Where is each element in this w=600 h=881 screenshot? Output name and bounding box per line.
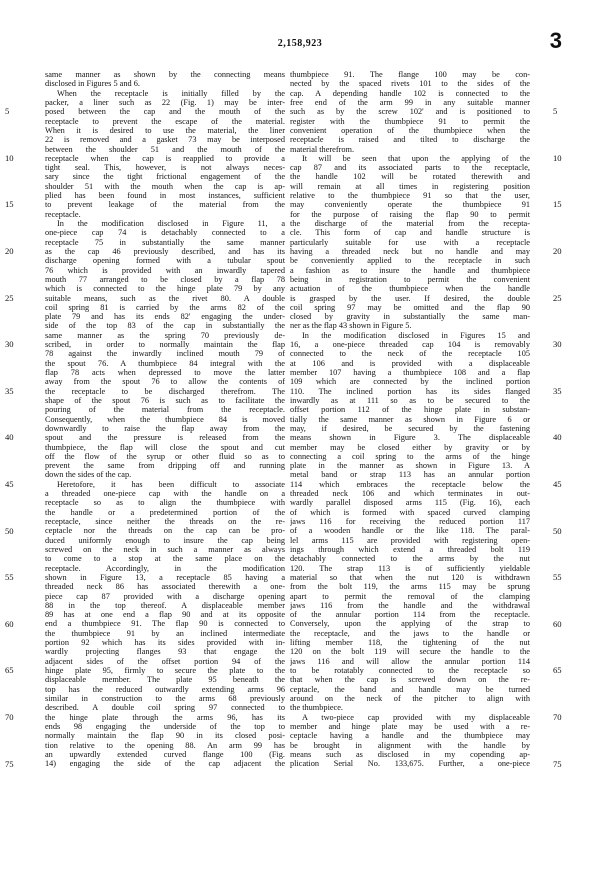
text-line: receptacle. Accordingly, in the modification [45,563,285,573]
text-line: Conversely, upon the applying of the strap to [290,619,530,629]
text-line: member 107 having a thumbpiece 108 and a flap [290,368,530,377]
left-line-number: 65 [5,665,14,676]
text-line: normally maintain the flap 90 in its closed posi- [45,731,285,741]
text-line: from the bolt 119, the arms 115 may be sprung [290,582,530,592]
right-line-number: 25 [553,292,562,303]
text-line: tight seal. This, however, is not always neces- [45,163,285,173]
text-line: of the annular portion 114 from the receptacle. [290,610,530,620]
text-line: tially the same manner as shown in Figure 6 or [290,414,530,424]
right-line-number: 70 [553,712,562,723]
text-line: away from the spout 76 to allow the contents of [45,377,285,387]
right-line-number: 30 [553,339,562,350]
text-line: the handle or a predetermined portion of the [45,507,285,517]
left-line-number: 45 [5,479,14,490]
text-line: nected by the spaced rivets 101 to the sides of the [290,79,530,89]
text-line: described. A double coil spring 97 connected to [45,703,285,713]
text-line: register with the thumbpiece 91 to permit the [290,116,530,126]
text-line: means such as disclosed in my copending ap- [290,749,530,759]
text-line: shape of the spout 76 is such as to facilitate the [45,395,285,405]
text-line: adjacent sides of the offset portion 94 of the [45,656,285,666]
text-line: top has the reduced outwardly extending arms 96 [45,684,285,694]
text-line: plate in the manner as shown in Figure 13. A [290,461,530,471]
text-line: be conveniently applied to the receptacle in such [290,256,530,266]
text-line: shown in Figure 13, a receptacle 85 having a [45,572,285,582]
text-line: disclosed in Figures 5 and 6. [45,79,140,89]
text-line: 16, a one-piece threaded cap 104 is removably [290,340,530,350]
right-text-column [290,70,530,768]
text-line: plate 79 and has its ends 82' engaging the under- [45,312,285,322]
left-line-number: 55 [5,572,14,583]
text-line: connecting a coil spring to the arms of the hinge [290,451,530,461]
text-line: jaws 116 from the handle and the withdrawal [290,600,530,610]
text-line: between the shoulder 51 and the mouth of the [45,144,285,154]
text-line: When it is desired to use the material, the liner [45,125,285,135]
text-line: same manner as shown by the connecting means [45,70,285,79]
text-line: ceptacle having a handle and the thumbpiece may [290,731,530,741]
text-line: actuation of the thumbpiece when the handle [290,284,530,294]
text-line: the discharge of the material from the recepta- [290,219,530,228]
text-line: the receptacle, and the jaws to the handle or [290,628,530,638]
text-line: of which is formed with spaced curved clamping [290,507,530,517]
text-line: the receptacle to be discharged therefrom. The [45,386,285,396]
text-line: prevent the same from dripping off and running [45,461,285,471]
text-line: jaws 116 for receiving the reduced portion 117 [290,517,530,526]
text-line: discharge opening formed with a tubular spout [45,256,285,266]
text-line: 89 has at one end a flap 90 and at its opposite [45,610,285,620]
left-line-number: 5 [5,106,10,117]
text-line: duced uniformly enough to insure the cap being [45,535,285,545]
text-line: receptacle, since neither the threads on the re- [45,517,285,526]
text-line: side of the top 83 of the cap in substantially the [45,321,285,331]
text-line: threaded neck 106 and which terminates in out- [290,489,530,499]
text-line: having a threaded neck but no handle and may [290,246,530,256]
left-line-number: 20 [5,246,14,257]
text-line: down the sides of the cap. [45,470,132,480]
text-line: the spout 76. A thumbpiece 84 integral with the [45,358,285,368]
right-line-number: 45 [553,479,562,490]
text-line: thumbpiece 91. The flange 100 may be con- [290,70,530,79]
text-line: 76 which is provided with an inwardly tapered [45,265,285,275]
text-line: member may be closed either by gravity or by [290,442,530,452]
text-line: packer, a liner such as 22 (Fig. 1) may be inter- [45,97,285,107]
text-line: of a wooden handle or the like 118. The paral- [290,526,530,536]
text-line: wardly projecting flanges 93 that engage the [45,647,285,657]
text-line: the hinge plate through the arms 96, has its [45,712,285,722]
text-line: In the modification disclosed in Figure 11, a [57,219,285,228]
text-line: tion relative to the opening 88. An arm 99 has [45,740,285,750]
text-line: receptacle is raised and tilted to discharge the [290,135,530,145]
text-line: same manner as the spring 70 previously de- [45,330,285,340]
right-line-number: 5 [553,106,558,117]
text-line: It will be seen that upon the applying of the [302,153,530,163]
patent-number: 2,158,923 [277,38,323,49]
page-header [0,0,600,60]
text-line: 88 in the top thereof. A displaceable member [45,600,285,610]
text-line: When the receptacle is initially filled by the [57,88,285,98]
text-line: inwardly as at 111 so as to be secured to the [290,395,530,405]
text-line: closed by gravity in substantially the same man- [290,312,530,322]
text-line: free end of the arm 99 in any suitable manner [290,97,530,107]
text-line: metal band or strap 113 has an annular portion [290,470,530,480]
text-line: spout and the pressure is released from the [45,433,285,443]
text-line: wardly parallel disposed arms 115 (Fig. 16), each [290,498,530,508]
left-line-number: 15 [5,199,14,210]
text-line: threaded neck 86 has associated therewith a one- [45,582,285,592]
right-line-number: 20 [553,246,562,257]
text-line: be brought in alignment with the handle by [290,740,530,750]
text-line: ner as the flap 43 shown in Figure 5. [290,321,412,331]
text-line: mouth 77 arranged to be closed by a flap 78 [45,274,285,284]
text-line: flap 78 acts when depressed to move the latter [45,368,285,377]
right-line-number: 35 [553,385,562,396]
left-line-number: 30 [5,339,14,350]
text-line: 78 against the inwardly inclined mouth 79 of [45,349,285,359]
text-line: receptacle 75 in substantially the same manner [45,237,285,247]
text-line: similar in construction to the arms 68 previously [45,693,285,703]
text-line: plication Serial No. 133,675. Further, a one-piece [290,759,530,769]
text-line: is grasped by the user. If desired, the double [290,293,530,303]
text-line: that when the cap is screwed down on the re- [290,675,530,685]
left-line-number: 50 [5,525,14,536]
left-line-number: 40 [5,432,14,443]
right-line-number: 75 [553,758,562,769]
left-line-number: 25 [5,292,14,303]
text-line: member and hinge plate may be used with a re- [290,721,530,731]
text-line: 14) engaging the side of the cap adjacent the [45,759,285,769]
text-line: receptacle to prevent the escape of the material. [45,116,285,126]
text-line: ends 98 engaging the underside of the top to [45,721,285,731]
text-line: material therefrom. [290,144,355,154]
text-line: cap 87 and its associated parts to the receptacle, [290,163,530,173]
left-line-number: 70 [5,712,14,723]
right-line-number: 55 [553,572,562,583]
left-text-column [45,70,285,768]
text-line: ceptacle, the band and handle may be turned [290,684,530,694]
text-line: screwed on the neck in such a manner as always [45,544,285,554]
right-line-number: 65 [553,665,562,676]
right-line-number: 60 [553,618,562,629]
text-line: lifting member 118, the tightening of the nut [290,638,530,648]
text-line: convenient operation of the thumbpiece when the [290,125,530,135]
text-line: suitable means, such as the rivet 80. A double [45,293,285,303]
text-line: jaws 116 and will allow the annular portion 114 [290,656,530,666]
text-line: an upwardly extended curved flange 100 (Fig. [45,749,285,759]
text-line: 22 is removed and a gasket 73 may be interposed [45,135,285,145]
text-line: 110. The inclined portion has its sides flanged [290,386,530,396]
right-line-number: 50 [553,525,562,536]
text-line: off the flow of the syrup or other fluid so as to [45,451,285,461]
page-number: 3 [549,28,562,53]
text-line: In the modification disclosed in Figures 15 and [302,330,530,340]
text-line: coil spring 81 is carried by the arms 82 of the [45,302,285,312]
text-line: which is connected to the hinge plate 79 by any [45,284,285,294]
text-line: for the purpose of raising the flap 90 to permit [290,209,530,219]
text-line: receptacle when the cap is reapplied to provide a [45,153,285,163]
text-line: piece cap 87 provided with a discharge opening [45,591,285,601]
text-line: particularly suitable for use with a receptacle [290,237,530,247]
text-line: as the cap 46 previously described, and has its [45,246,285,256]
text-line: ings through which extend a threaded bolt 119 [290,544,530,554]
right-line-number: 10 [553,152,562,163]
text-line: a fashion as to insure the handle and thumbpiece [290,265,530,275]
right-line-number: 15 [553,199,562,210]
text-line: material so that when the nut 120 is withdrawn [290,572,530,582]
text-line: relative to the thumbpiece 91 so that the user, [290,191,530,201]
text-line: receptacle so as to align the thumbpiece with [45,498,285,508]
text-line: scribed, in order to normally maintain the flap [45,340,285,350]
text-line: means shown in Figure 3. The displaceable [290,433,530,443]
text-line: shoulder 51 with the mouth when the cap is ap- [45,181,285,191]
text-line: connected to the neck of the receptacle 105 [290,349,530,359]
text-line: the thumbpiece. [290,703,343,713]
text-line: around on the neck of the pitcher to align with [290,693,530,703]
text-line: cle. This form of cap and handle structure is [290,228,530,238]
left-line-number: 75 [5,758,14,769]
text-line: may, if desired, be secured by the fastening [290,423,530,433]
text-line: the handle 102 will be rotated therewith and [290,172,530,182]
text-line: being in registration to permit the convenient [290,274,530,284]
text-line: lel arms 115 are provided with registering open- [290,535,530,545]
text-line: a threaded one-piece cap with the handle on a [45,489,285,499]
text-line: cap. A depending handle 102 is connected to the [290,88,530,98]
text-line: offset portion 112 of the hinge plate in substan- [290,405,530,415]
text-line: 114 which embraces the receptacle below the [290,479,530,489]
text-line: A two-piece cap provided with my displaceable [302,712,530,722]
text-line: such as by the screw 102' and is positioned to [290,107,530,117]
left-line-number: 35 [5,385,14,396]
text-line: posed between the cap and the mouth of the [45,107,285,117]
text-line: sary since the tight frictional engagement of the [45,172,285,182]
text-line: coil spring 97 may be omitted and the flap 90 [290,302,530,312]
text-line: the thumbpiece 91 by an inclined intermediate [45,628,285,638]
text-line: hinge plate 95, firmly to secure the plate to the [45,666,285,675]
text-line: at 106 and is provided with a displaceable [290,358,530,368]
text-line: ceptacle nor the threads on the cap can be pro- [45,526,285,536]
text-line: end a thumbpiece 91. The flap 90 is connected to [45,619,285,629]
text-line: displaceable member. The plate 95 beneath the [45,675,285,685]
text-line: Heretofore, it has been difficult to associate [57,479,285,489]
text-line: to come to a stop at the same place on the [45,554,285,564]
left-line-number: 10 [5,152,14,163]
left-line-number: 60 [5,618,14,629]
text-line: 109 which are connected by the inclined portion [290,377,530,387]
right-line-number: 40 [553,432,562,443]
text-line: to prevent leakage of the material from the [45,200,285,210]
text-line: Consequently, when the thumbpiece 84 is moved [45,414,285,424]
text-line: may conveniently operate the thumbpiece 91 [290,200,530,210]
text-line: pouring of the material from the receptacle. [45,405,285,415]
text-line: downwardly to raise the flap away from the [45,423,285,433]
text-line: to be rotatably connected to the receptacle so [290,666,530,675]
text-line: will remain at all times in registering position [290,181,530,191]
text-line: apart to permit the removal of the clamping [290,591,530,601]
text-line: portion 92 which has its sides provided with in- [45,638,285,648]
text-line: plied has been found in most instances, sufficient [45,191,285,201]
text-line: 120. The strap 113 is of sufficiently yieldable [290,563,530,573]
text-line: detachably connected to the arms by the nut [290,554,530,564]
text-line: thumbpiece, the flap will close the spout and cut [45,442,285,452]
text-line: one-piece cap 74 is detachably connected to a [45,228,285,238]
text-line: 120 on the bolt 119 will secure the handle to the [290,647,530,657]
text-line: receptacle. [45,209,81,219]
